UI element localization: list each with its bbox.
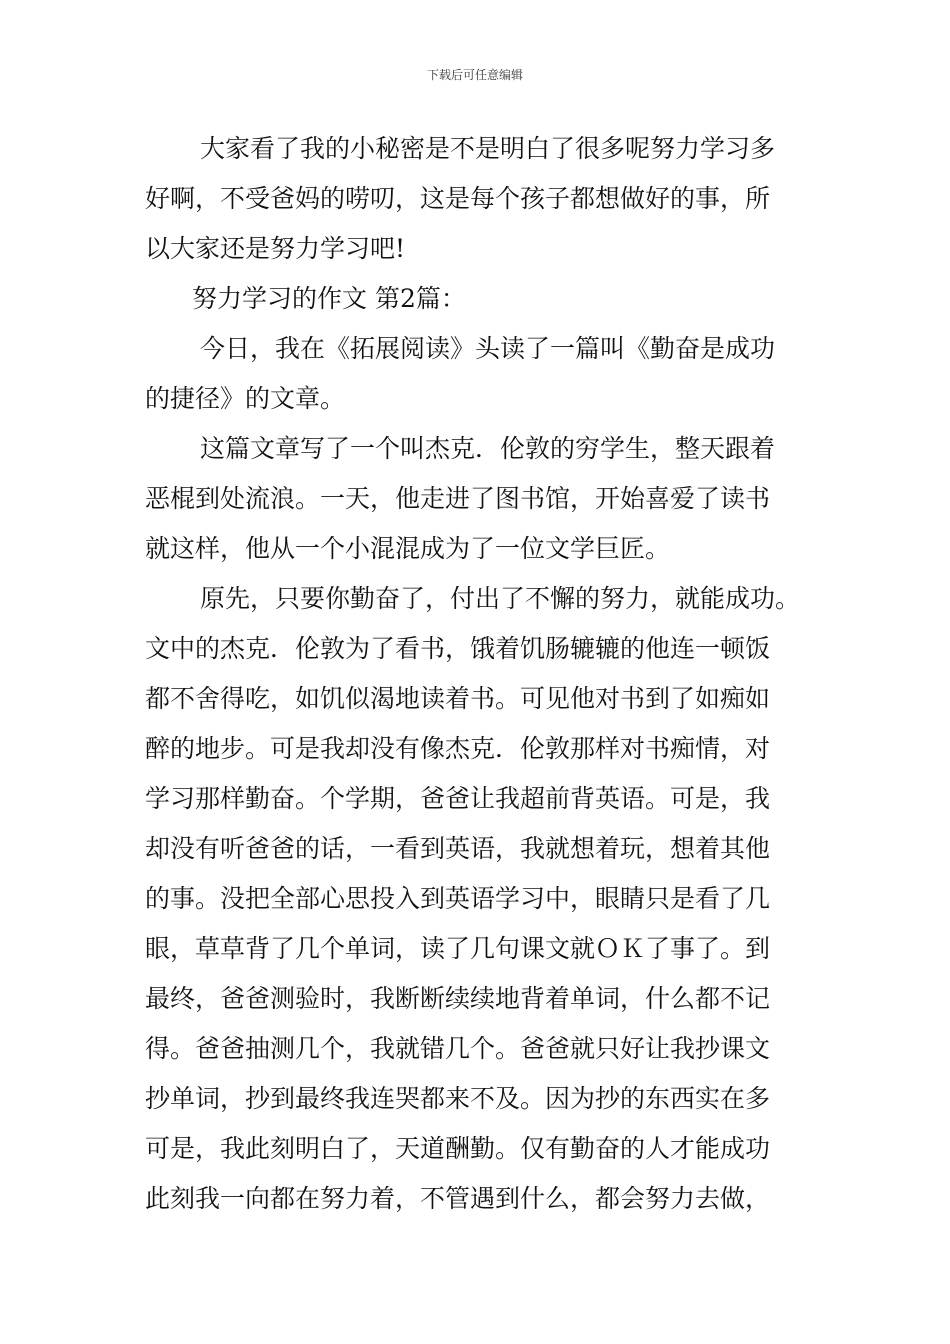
section-heading: 努力学习的作文 第2篇： bbox=[192, 284, 466, 313]
paragraph-line: 得。爸爸抽测几个，我就错几个。爸爸就只好让我抄课文 bbox=[145, 1034, 771, 1063]
paragraph-line: 最终，爸爸测验时，我断断续续地背着单词，什么都不记 bbox=[145, 984, 771, 1013]
paragraph-line: 以大家还是努力学习吧! bbox=[145, 234, 406, 263]
paragraph-line: 大家看了我的小秘密是不是明白了很多呢努力学习多 bbox=[200, 134, 776, 163]
paragraph-line: 好啊，不受爸妈的唠叨，这是每个孩子都想做好的事，所 bbox=[145, 184, 771, 213]
paragraph-line: 眼，草草背了几个单词，读了几句课文就ＯＫ了事了。到 bbox=[145, 934, 771, 963]
paragraph-line: 此刻我一向都在努力着，不管遇到什么，都会努力去做， bbox=[145, 1184, 771, 1213]
paragraph-line: 的事。没把全部心思投入到英语学习中，眼睛只是看了几 bbox=[145, 884, 771, 913]
paragraph-line: 却没有听爸爸的话，一看到英语，我就想着玩，想着其他 bbox=[145, 834, 771, 863]
paragraph-line: 都不舍得吃，如饥似渴地读着书。可见他对书到了如痴如 bbox=[145, 684, 771, 713]
page-header-note: 下载后可任意编辑 bbox=[426, 68, 523, 82]
paragraph-line: 的捷径》的文章。 bbox=[145, 384, 346, 413]
paragraph-line: 可是，我此刻明白了，天道酬勤。仅有勤奋的人才能成功 bbox=[145, 1134, 771, 1163]
paragraph-line: 就这样，他从一个小混混成为了一位文学巨匠。 bbox=[145, 534, 671, 563]
paragraph-line: 醉的地步。可是我却没有像杰克．伦敦那样对书痴情，对 bbox=[145, 734, 771, 763]
paragraph-line: 这篇文章写了一个叫杰克．伦敦的穷学生，整天跟着 bbox=[200, 434, 776, 463]
paragraph-line: 原先，只要你勤奋了，付出了不懈的努力，就能成功。 bbox=[200, 584, 801, 613]
paragraph-line: 文中的杰克．伦敦为了看书，饿着饥肠辘辘的他连一顿饭 bbox=[145, 634, 771, 663]
paragraph-line: 抄单词，抄到最终我连哭都来不及。因为抄的东西实在多 bbox=[145, 1084, 771, 1113]
paragraph-line: 恶棍到处流浪。一天，他走进了图书馆，开始喜爱了读书 bbox=[145, 484, 771, 513]
paragraph-line: 今日，我在《拓展阅读》头读了一篇叫《勤奋是成功 bbox=[200, 334, 776, 363]
paragraph-line: 学习那样勤奋。个学期，爸爸让我超前背英语。可是，我 bbox=[145, 784, 771, 813]
